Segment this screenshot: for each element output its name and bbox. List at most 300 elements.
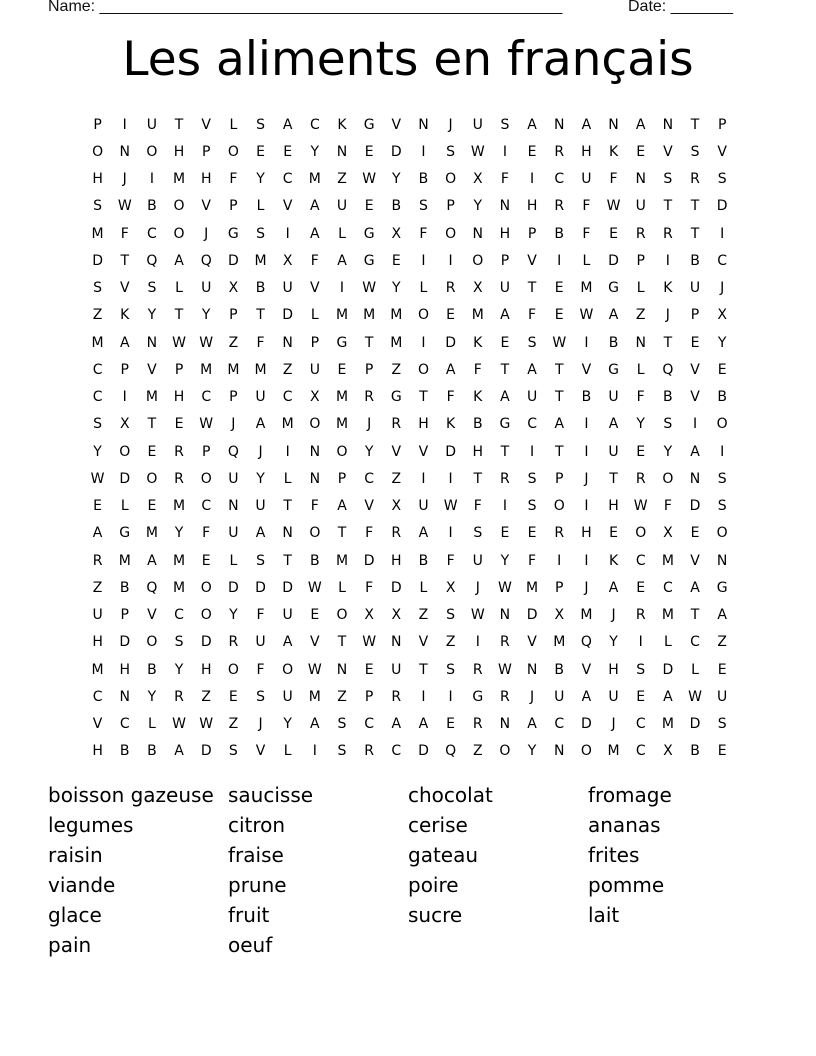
grid-letter: Y bbox=[392, 171, 401, 188]
grid-letter: O bbox=[146, 143, 158, 160]
grid-letter: P bbox=[93, 116, 102, 133]
grid-letter: O bbox=[282, 661, 294, 678]
grid-row bbox=[84, 493, 736, 520]
grid-letter: A bbox=[174, 252, 184, 269]
word-item: frites bbox=[588, 843, 640, 867]
grid-letter: M bbox=[661, 607, 674, 624]
grid-letter: R bbox=[635, 470, 646, 487]
grid-letter: D bbox=[716, 198, 728, 215]
grid-letter: X bbox=[282, 252, 293, 269]
word-column bbox=[408, 780, 588, 930]
grid-letter: E bbox=[636, 579, 646, 596]
grid-letter: N bbox=[689, 470, 701, 487]
grid-letter: N bbox=[119, 688, 130, 705]
grid-letter: U bbox=[635, 198, 646, 215]
grid-letter: K bbox=[473, 334, 483, 351]
grid-letter: A bbox=[527, 716, 537, 733]
grid-row bbox=[84, 384, 736, 411]
grid-letter: R bbox=[174, 443, 184, 460]
grid-letter: E bbox=[636, 688, 646, 705]
grid-letter: S bbox=[636, 661, 646, 678]
grid-letter: M bbox=[173, 171, 186, 188]
grid-letter: X bbox=[119, 416, 130, 433]
grid-letter: A bbox=[119, 334, 130, 351]
grid-letter: B bbox=[690, 743, 700, 760]
grid-letter: S bbox=[337, 716, 347, 733]
grid-letter: O bbox=[146, 634, 158, 651]
grid-letter: S bbox=[93, 280, 103, 297]
grid-letter: B bbox=[147, 743, 157, 760]
grid-letter: N bbox=[716, 552, 728, 569]
grid-letter: R bbox=[500, 470, 510, 487]
grid-letter: J bbox=[367, 416, 372, 433]
grid-letter: E bbox=[283, 143, 293, 160]
grid-letter: M bbox=[200, 361, 213, 378]
grid-letter: C bbox=[717, 252, 728, 269]
grid-letter: T bbox=[554, 389, 564, 406]
grid-letter: X bbox=[554, 607, 565, 624]
grid-letter: B bbox=[310, 552, 320, 569]
grid-letter: K bbox=[608, 552, 619, 569]
grid-letter: A bbox=[418, 525, 429, 542]
grid-letter: N bbox=[146, 334, 158, 351]
grid-letter: C bbox=[635, 716, 646, 733]
grid-letter: Q bbox=[580, 634, 592, 651]
grid-letter: X bbox=[391, 225, 402, 242]
grid-letter: C bbox=[662, 579, 673, 596]
grid-letter: J bbox=[231, 416, 236, 433]
grid-letter: A bbox=[310, 716, 320, 733]
grid-letter: I bbox=[421, 688, 426, 705]
grid-letter: A bbox=[690, 579, 700, 596]
grid-letter: P bbox=[555, 579, 564, 596]
grid-row bbox=[84, 683, 736, 710]
grid-letter: O bbox=[336, 443, 348, 460]
grid-letter: P bbox=[229, 307, 238, 324]
grid-letter: C bbox=[554, 716, 565, 733]
grid-letter: U bbox=[255, 498, 266, 515]
grid-letter: O bbox=[716, 416, 728, 433]
grid-letter: X bbox=[472, 171, 483, 188]
grid-letter: L bbox=[338, 225, 346, 242]
grid-letter: N bbox=[635, 334, 646, 351]
grid-letter: V bbox=[119, 280, 130, 297]
grid-letter: S bbox=[717, 716, 727, 733]
grid-letter: B bbox=[581, 389, 592, 406]
grid-letter: Z bbox=[635, 307, 646, 324]
grid-letter: Q bbox=[200, 252, 212, 269]
grid-letter: R bbox=[554, 525, 565, 542]
grid-letter: M bbox=[390, 307, 403, 324]
grid-letter: V bbox=[201, 116, 211, 133]
grid-row bbox=[84, 166, 736, 193]
grid-letter: Q bbox=[445, 743, 457, 760]
grid-letter: Y bbox=[283, 716, 292, 733]
grid-letter: W bbox=[606, 198, 621, 215]
grid-letter: A bbox=[690, 443, 700, 460]
grid-letter: W bbox=[470, 143, 485, 160]
grid-letter: F bbox=[473, 361, 482, 378]
word-item: citron bbox=[228, 813, 286, 837]
grid-letter: X bbox=[663, 525, 673, 542]
grid-letter: E bbox=[147, 443, 157, 460]
grid-letter: C bbox=[201, 498, 212, 515]
grid-letter: W bbox=[362, 280, 377, 297]
grid-letter: J bbox=[475, 579, 480, 596]
grid-letter: O bbox=[417, 361, 429, 378]
grid-letter: M bbox=[335, 307, 349, 324]
grid-letter: E bbox=[717, 361, 727, 378]
grid-letter: H bbox=[391, 552, 402, 569]
grid-letter: N bbox=[662, 116, 674, 133]
grid-letter: C bbox=[92, 688, 103, 705]
grid-letter: R bbox=[364, 743, 374, 760]
grid-letter: F bbox=[528, 307, 537, 324]
grid-letter: V bbox=[391, 116, 402, 133]
grid-letter: M bbox=[335, 552, 349, 569]
grid-letter: Y bbox=[174, 525, 184, 542]
grid-letter: M bbox=[91, 225, 104, 242]
grid-row bbox=[84, 329, 736, 356]
grid-letter: I bbox=[584, 334, 589, 351]
grid-letter: I bbox=[421, 143, 426, 160]
word-search-grid bbox=[84, 111, 736, 765]
grid-letter: L bbox=[338, 579, 346, 596]
grid-letter: T bbox=[663, 334, 673, 351]
grid-letter: Z bbox=[282, 361, 293, 378]
grid-letter: P bbox=[717, 116, 727, 133]
grid-letter: V bbox=[581, 661, 592, 678]
grid-letter: D bbox=[445, 443, 456, 460]
grid-letter: W bbox=[552, 334, 567, 351]
grid-letter: V bbox=[690, 389, 700, 406]
grid-letter: M bbox=[335, 416, 349, 433]
grid-letter: O bbox=[173, 198, 185, 215]
word-item: fruit bbox=[228, 903, 270, 927]
word-item: lait bbox=[588, 903, 620, 927]
grid-letter: A bbox=[255, 416, 266, 433]
grid-letter: L bbox=[283, 470, 292, 487]
grid-letter: X bbox=[663, 743, 673, 760]
grid-letter: D bbox=[363, 552, 375, 569]
grid-letter: A bbox=[418, 716, 429, 733]
grid-letter: P bbox=[527, 225, 537, 242]
grid-letter: V bbox=[690, 361, 700, 378]
grid-letter: B bbox=[418, 552, 429, 569]
grid-letter: P bbox=[120, 361, 129, 378]
grid-letter: V bbox=[147, 361, 157, 378]
grid-letter: B bbox=[472, 416, 483, 433]
grid-letter: A bbox=[337, 252, 347, 269]
grid-letter: A bbox=[445, 361, 456, 378]
grid-letter: F bbox=[582, 225, 591, 242]
grid-letter: I bbox=[122, 389, 127, 406]
grid-letter: J bbox=[611, 716, 616, 733]
grid-letter: P bbox=[364, 688, 374, 705]
grid-letter: Y bbox=[392, 280, 401, 297]
grid-letter: Y bbox=[174, 661, 184, 678]
grid-letter: Z bbox=[228, 334, 239, 351]
grid-letter: V bbox=[527, 634, 537, 651]
grid-letter: R bbox=[445, 280, 456, 297]
grid-letter: N bbox=[309, 443, 321, 460]
grid-letter: X bbox=[310, 389, 320, 406]
grid-letter: E bbox=[527, 143, 537, 160]
grid-letter: I bbox=[584, 552, 589, 569]
grid-letter: D bbox=[282, 307, 294, 324]
grid-letter: V bbox=[717, 143, 727, 160]
grid-letter: D bbox=[92, 252, 103, 269]
grid-letter: F bbox=[419, 225, 428, 242]
grid-letter: C bbox=[364, 716, 375, 733]
grid-letter: V bbox=[690, 552, 700, 569]
grid-letter: R bbox=[472, 716, 483, 733]
word-item: viande bbox=[48, 873, 116, 897]
grid-letter: P bbox=[174, 361, 184, 378]
grid-letter: U bbox=[608, 443, 619, 460]
grid-letter: U bbox=[282, 688, 293, 705]
grid-letter: E bbox=[636, 443, 646, 460]
grid-letter: U bbox=[282, 607, 293, 624]
grid-letter: V bbox=[92, 716, 103, 733]
word-item: cerise bbox=[408, 813, 468, 837]
grid-letter: P bbox=[201, 143, 211, 160]
grid-letter: B bbox=[554, 661, 565, 678]
grid-letter: E bbox=[364, 198, 374, 215]
grid-letter: T bbox=[419, 661, 428, 678]
grid-letter: Q bbox=[227, 443, 239, 460]
grid-letter: F bbox=[310, 252, 319, 269]
grid-letter: H bbox=[200, 171, 212, 188]
grid-letter: E bbox=[364, 661, 374, 678]
grid-row bbox=[84, 302, 736, 329]
grid-letter: F bbox=[609, 171, 618, 188]
grid-letter: G bbox=[472, 688, 484, 705]
grid-letter: R bbox=[472, 661, 483, 678]
grid-letter: R bbox=[554, 198, 565, 215]
grid-letter: L bbox=[419, 280, 428, 297]
grid-letter: Y bbox=[663, 443, 673, 460]
word-item: legumes bbox=[48, 813, 134, 837]
grid-letter: S bbox=[500, 116, 510, 133]
grid-letter: O bbox=[662, 470, 674, 487]
grid-letter: T bbox=[609, 470, 618, 487]
grid-letter: C bbox=[364, 470, 375, 487]
grid-letter: E bbox=[337, 361, 347, 378]
grid-letter: J bbox=[720, 280, 725, 297]
grid-letter: U bbox=[228, 470, 239, 487]
grid-letter: E bbox=[201, 552, 211, 569]
grid-letter: A bbox=[500, 389, 510, 406]
grid-letter: O bbox=[716, 525, 728, 542]
grid-letter: L bbox=[229, 552, 238, 569]
grid-row bbox=[84, 275, 736, 302]
grid-letter: N bbox=[336, 143, 348, 160]
grid-letter: P bbox=[120, 607, 129, 624]
grid-letter: N bbox=[553, 116, 565, 133]
grid-letter: L bbox=[663, 634, 672, 651]
grid-letter: C bbox=[174, 607, 184, 624]
grid-letter: Z bbox=[418, 607, 429, 624]
grid-letter: R bbox=[635, 225, 646, 242]
grid-letter: K bbox=[337, 116, 347, 133]
grid-letter: S bbox=[93, 198, 103, 215]
grid-letter: D bbox=[608, 252, 619, 269]
grid-letter: R bbox=[500, 688, 510, 705]
grid-letter: I bbox=[557, 552, 562, 569]
grid-letter: D bbox=[445, 334, 456, 351]
grid-letter: I bbox=[285, 225, 290, 242]
grid-row bbox=[84, 111, 736, 138]
grid-letter: Y bbox=[256, 171, 265, 188]
grid-letter: C bbox=[690, 634, 700, 651]
grid-letter: E bbox=[609, 525, 618, 542]
grid-letter: H bbox=[608, 661, 619, 678]
grid-letter: Y bbox=[93, 443, 102, 460]
grid-letter: A bbox=[527, 116, 537, 133]
grid-letter: A bbox=[337, 498, 347, 515]
grid-letter: U bbox=[608, 389, 619, 406]
grid-letter: U bbox=[717, 688, 728, 705]
grid-letter: T bbox=[419, 389, 428, 406]
grid-letter: M bbox=[173, 579, 186, 596]
grid-letter: G bbox=[363, 225, 375, 242]
grid-letter: T bbox=[690, 116, 700, 133]
grid-letter: E bbox=[717, 743, 727, 760]
grid-letter: S bbox=[256, 116, 265, 133]
word-item: boisson gazeuse bbox=[48, 783, 214, 807]
grid-letter: U bbox=[608, 688, 619, 705]
grid-letter: U bbox=[689, 280, 701, 297]
grid-letter: X bbox=[228, 280, 239, 297]
grid-letter: M bbox=[227, 361, 240, 378]
grid-letter: L bbox=[636, 280, 645, 297]
grid-row bbox=[84, 138, 736, 165]
grid-letter: M bbox=[173, 552, 186, 569]
grid-letter: I bbox=[421, 334, 426, 351]
grid-letter: G bbox=[227, 225, 239, 242]
grid-letter: I bbox=[448, 525, 453, 542]
grid-letter: H bbox=[499, 225, 511, 242]
grid-row bbox=[84, 629, 736, 656]
grid-letter: Z bbox=[472, 743, 483, 760]
grid-letter: O bbox=[200, 470, 212, 487]
grid-letter: B bbox=[717, 389, 727, 406]
grid-letter: X bbox=[364, 607, 374, 624]
grid-letter: B bbox=[255, 280, 266, 297]
grid-letter: W bbox=[362, 171, 377, 188]
grid-letter: R bbox=[391, 688, 402, 705]
grid-letter: W bbox=[443, 498, 458, 515]
grid-letter: A bbox=[554, 416, 565, 433]
word-item: saucisse bbox=[228, 783, 314, 807]
grid-letter: S bbox=[663, 416, 673, 433]
grid-letter: V bbox=[527, 252, 537, 269]
grid-letter: F bbox=[256, 661, 265, 678]
grid-letter: L bbox=[636, 361, 645, 378]
grid-letter: I bbox=[448, 252, 453, 269]
grid-letter: H bbox=[526, 198, 538, 215]
grid-letter: G bbox=[336, 334, 348, 351]
grid-letter: S bbox=[93, 416, 103, 433]
grid-letter: E bbox=[446, 307, 456, 324]
grid-letter: F bbox=[663, 498, 672, 515]
grid-letter: R bbox=[228, 634, 239, 651]
grid-letter: T bbox=[174, 307, 184, 324]
word-item: raisin bbox=[48, 843, 103, 867]
grid-letter: M bbox=[390, 334, 403, 351]
grid-letter: I bbox=[584, 498, 589, 515]
grid-letter: U bbox=[472, 552, 483, 569]
grid-letter: J bbox=[258, 443, 263, 460]
grid-letter: S bbox=[527, 334, 537, 351]
grid-letter: U bbox=[92, 607, 103, 624]
grid-letter: N bbox=[499, 198, 511, 215]
grid-letter: B bbox=[690, 252, 700, 269]
grid-letter: T bbox=[690, 198, 700, 215]
grid-letter: D bbox=[689, 716, 701, 733]
grid-letter: U bbox=[391, 661, 402, 678]
grid-letter: J bbox=[584, 470, 589, 487]
grid-letter: N bbox=[119, 143, 130, 160]
grid-letter: Y bbox=[473, 198, 483, 215]
grid-letter: D bbox=[255, 579, 266, 596]
grid-letter: O bbox=[499, 743, 511, 760]
grid-letter: D bbox=[227, 579, 239, 596]
grid-letter: N bbox=[635, 171, 646, 188]
grid-letter: F bbox=[310, 498, 319, 515]
grid-letter: A bbox=[174, 743, 184, 760]
grid-letter: U bbox=[282, 280, 293, 297]
grid-letter: T bbox=[337, 634, 347, 651]
grid-letter: D bbox=[119, 634, 131, 651]
grid-letter: D bbox=[526, 607, 538, 624]
grid-letter: W bbox=[688, 688, 702, 705]
grid-letter: E bbox=[174, 416, 184, 433]
grid-letter: S bbox=[446, 607, 456, 624]
grid-letter: B bbox=[147, 198, 157, 215]
grid-letter: O bbox=[227, 661, 239, 678]
word-item: oeuf bbox=[228, 933, 273, 957]
grid-letter: Y bbox=[717, 334, 727, 351]
grid-letter: A bbox=[608, 307, 619, 324]
grid-letter: S bbox=[473, 525, 483, 542]
grid-letter: N bbox=[282, 525, 293, 542]
grid-letter: F bbox=[202, 525, 211, 542]
grid-letter: Z bbox=[228, 716, 239, 733]
grid-letter: L bbox=[419, 579, 428, 596]
grid-letter: J bbox=[584, 579, 589, 596]
grid-letter: G bbox=[363, 252, 375, 269]
grid-letter: W bbox=[362, 634, 377, 651]
grid-letter: A bbox=[500, 307, 510, 324]
grid-letter: M bbox=[91, 334, 104, 351]
grid-letter: U bbox=[336, 198, 348, 215]
grid-letter: R bbox=[391, 525, 402, 542]
grid-letter: K bbox=[120, 307, 130, 324]
word-column bbox=[48, 780, 228, 960]
grid-letter: H bbox=[608, 498, 619, 515]
word-item: glace bbox=[48, 903, 102, 927]
grid-letter: F bbox=[365, 525, 374, 542]
grid-letter: U bbox=[146, 116, 158, 133]
grid-letter: R bbox=[690, 171, 700, 188]
grid-letter: I bbox=[720, 443, 725, 460]
grid-letter: J bbox=[204, 225, 209, 242]
grid-letter: J bbox=[448, 116, 453, 133]
grid-letter: T bbox=[690, 225, 700, 242]
grid-letter: I bbox=[530, 171, 535, 188]
